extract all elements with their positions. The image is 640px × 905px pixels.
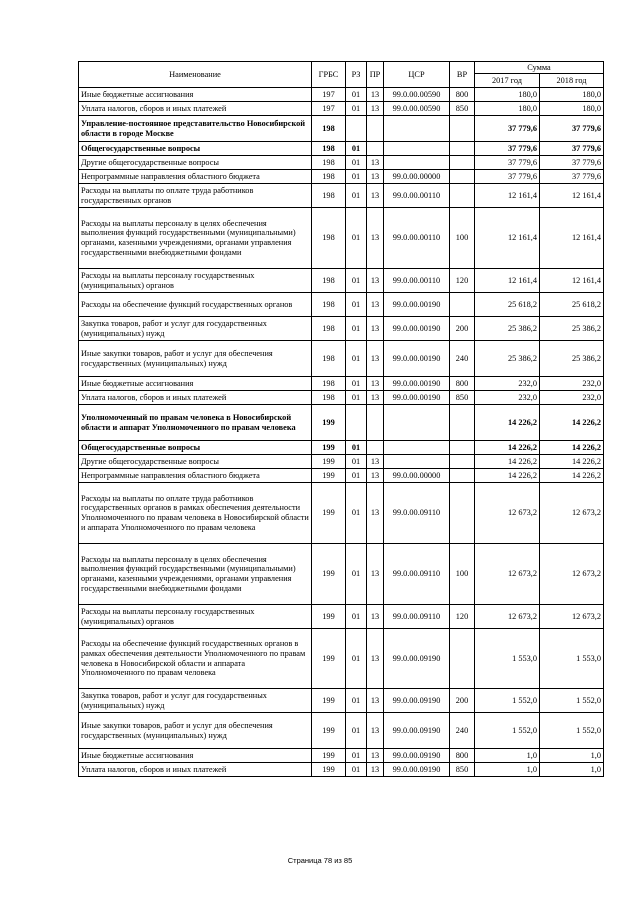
- cell-grbs: 198: [312, 293, 346, 317]
- cell-vr: [450, 116, 475, 142]
- table-row: [79, 293, 604, 317]
- cell-pr: 13: [367, 605, 384, 629]
- cell-vr: 200: [450, 317, 475, 341]
- cell-name: Иные бюджетные ассигнования: [79, 88, 312, 102]
- header-csr: ЦСР: [384, 62, 450, 88]
- header-vr: ВР: [450, 62, 475, 88]
- cell-name: Иные бюджетные ассигнования: [79, 377, 312, 391]
- cell-name: Расходы на выплаты персоналу государственных (муниципальных) органов: [79, 269, 312, 293]
- cell-2018: 1,0: [540, 763, 604, 777]
- cell-vr: 240: [450, 341, 475, 377]
- cell-grbs: 199: [312, 749, 346, 763]
- cell-vr: [450, 184, 475, 208]
- cell-2018: 1 553,0: [540, 629, 604, 689]
- cell-2018: 12 673,2: [540, 605, 604, 629]
- table-row: [79, 208, 604, 269]
- cell-name: Расходы на обеспечение функций государственных органов: [79, 293, 312, 317]
- cell-rz: 01: [346, 469, 367, 483]
- cell-name: Закупка товаров, работ и услуг для государственных (муниципальных) нужд: [79, 317, 312, 341]
- cell-rz: 01: [346, 269, 367, 293]
- table-row: [79, 170, 604, 184]
- cell-2017: 1 553,0: [475, 629, 540, 689]
- cell-name: Иные закупки товаров, работ и услуг для обеспечения государственных (муниципальных) нужд: [79, 341, 312, 377]
- cell-2017: 25 386,2: [475, 317, 540, 341]
- cell-csr: 99.0.00.09110: [384, 605, 450, 629]
- cell-vr: 850: [450, 391, 475, 405]
- cell-2018: 232,0: [540, 377, 604, 391]
- cell-2017: 14 226,2: [475, 455, 540, 469]
- cell-csr: 99.0.00.00110: [384, 184, 450, 208]
- cell-2018: 14 226,2: [540, 405, 604, 441]
- cell-vr: 120: [450, 269, 475, 293]
- cell-pr: 13: [367, 763, 384, 777]
- cell-2018: 14 226,2: [540, 455, 604, 469]
- header-rz: РЗ: [346, 62, 367, 88]
- cell-csr: 99.0.00.09190: [384, 689, 450, 713]
- cell-rz: 01: [346, 483, 367, 544]
- cell-grbs: 198: [312, 208, 346, 269]
- cell-grbs: 198: [312, 377, 346, 391]
- cell-rz: [346, 405, 367, 441]
- cell-vr: 800: [450, 749, 475, 763]
- cell-grbs: 199: [312, 763, 346, 777]
- cell-2017: 180,0: [475, 102, 540, 116]
- table-row: [79, 763, 604, 777]
- cell-pr: 13: [367, 629, 384, 689]
- cell-2018: 180,0: [540, 88, 604, 102]
- cell-csr: [384, 455, 450, 469]
- cell-vr: 100: [450, 208, 475, 269]
- cell-pr: 13: [367, 293, 384, 317]
- cell-2017: 232,0: [475, 377, 540, 391]
- cell-name: Непрограммные направления областного бюджета: [79, 469, 312, 483]
- cell-csr: 99.0.00.00110: [384, 269, 450, 293]
- cell-csr: [384, 405, 450, 441]
- cell-csr: 99.0.00.00590: [384, 102, 450, 116]
- cell-2017: 1,0: [475, 763, 540, 777]
- cell-vr: [450, 293, 475, 317]
- cell-csr: [384, 156, 450, 170]
- cell-grbs: 198: [312, 391, 346, 405]
- table-row: [79, 713, 604, 749]
- table-row: [79, 184, 604, 208]
- cell-pr: 13: [367, 455, 384, 469]
- cell-name: Расходы на выплаты по оплате труда работников государственных органов: [79, 184, 312, 208]
- cell-csr: 99.0.00.09190: [384, 749, 450, 763]
- cell-csr: 99.0.00.00000: [384, 170, 450, 184]
- cell-vr: [450, 156, 475, 170]
- cell-grbs: 197: [312, 88, 346, 102]
- cell-grbs: 199: [312, 689, 346, 713]
- cell-csr: 99.0.00.00190: [384, 293, 450, 317]
- cell-grbs: 199: [312, 483, 346, 544]
- cell-pr: 13: [367, 483, 384, 544]
- cell-vr: [450, 469, 475, 483]
- cell-pr: [367, 441, 384, 455]
- cell-name: Расходы на выплаты по оплате труда работников государственных органов в рамках обеспечения деятельности Уполномоченного по правам человека в Новосибирской области и аппарата Уполномоченного по правам человека: [79, 483, 312, 544]
- cell-vr: 240: [450, 713, 475, 749]
- cell-2017: 12 161,4: [475, 208, 540, 269]
- table-row: [79, 441, 604, 455]
- cell-2018: 1,0: [540, 749, 604, 763]
- cell-csr: 99.0.00.00190: [384, 377, 450, 391]
- cell-pr: [367, 142, 384, 156]
- cell-2018: 37 779,6: [540, 156, 604, 170]
- cell-name: Управление-постоянное представительство Новосибирской области в городе Москве: [79, 116, 312, 142]
- cell-pr: 13: [367, 689, 384, 713]
- cell-name: Расходы на выплаты персоналу в целях обеспечения выполнения функций государственными (муниципальными) органами, казенными учреждениями, органами управления государственными внебюджетными фондами: [79, 208, 312, 269]
- header-name: Наименование: [79, 62, 312, 88]
- cell-2018: 37 779,6: [540, 170, 604, 184]
- table-row: [79, 88, 604, 102]
- cell-vr: 850: [450, 763, 475, 777]
- cell-grbs: 198: [312, 341, 346, 377]
- cell-2017: 1 552,0: [475, 689, 540, 713]
- cell-grbs: 198: [312, 184, 346, 208]
- cell-grbs: 199: [312, 544, 346, 605]
- cell-vr: [450, 405, 475, 441]
- cell-2018: 37 779,6: [540, 116, 604, 142]
- cell-2017: 14 226,2: [475, 469, 540, 483]
- table-row: [79, 469, 604, 483]
- cell-vr: 200: [450, 689, 475, 713]
- cell-rz: 01: [346, 629, 367, 689]
- cell-rz: 01: [346, 293, 367, 317]
- cell-grbs: 198: [312, 116, 346, 142]
- cell-name: Уплата налогов, сборов и иных платежей: [79, 763, 312, 777]
- table-row: [79, 142, 604, 156]
- cell-pr: 13: [367, 469, 384, 483]
- budget-table: [78, 61, 604, 777]
- cell-rz: 01: [346, 156, 367, 170]
- cell-2018: 232,0: [540, 391, 604, 405]
- cell-rz: 01: [346, 441, 367, 455]
- cell-2018: 12 161,4: [540, 208, 604, 269]
- cell-grbs: 199: [312, 629, 346, 689]
- cell-rz: 01: [346, 184, 367, 208]
- cell-2018: 37 779,6: [540, 142, 604, 156]
- cell-name: Уполномоченный по правам человека в Новосибирской области и аппарат Уполномоченного по правам человека: [79, 405, 312, 441]
- cell-vr: [450, 441, 475, 455]
- cell-name: Расходы на выплаты персоналу в целях обеспечения выполнения функций государственными (муниципальными) органами, казенными учреждениями, органами управления государственными внебюджетными фондами: [79, 544, 312, 605]
- cell-pr: 13: [367, 341, 384, 377]
- header-pr: ПР: [367, 62, 384, 88]
- cell-rz: 01: [346, 763, 367, 777]
- table-row: [79, 544, 604, 605]
- cell-csr: [384, 441, 450, 455]
- cell-csr: 99.0.00.09110: [384, 483, 450, 544]
- cell-name: Общегосударственные вопросы: [79, 142, 312, 156]
- cell-rz: 01: [346, 713, 367, 749]
- cell-grbs: 198: [312, 170, 346, 184]
- cell-name: Расходы на выплаты персоналу государственных (муниципальных) органов: [79, 605, 312, 629]
- cell-2018: 12 673,2: [540, 544, 604, 605]
- table-row: [79, 483, 604, 544]
- table-row: [79, 689, 604, 713]
- cell-vr: [450, 483, 475, 544]
- cell-pr: 13: [367, 749, 384, 763]
- cell-vr: [450, 170, 475, 184]
- cell-grbs: 199: [312, 441, 346, 455]
- cell-rz: 01: [346, 749, 367, 763]
- cell-rz: 01: [346, 377, 367, 391]
- cell-name: Закупка товаров, работ и услуг для государственных (муниципальных) нужд: [79, 689, 312, 713]
- table-row: [79, 317, 604, 341]
- cell-pr: 13: [367, 170, 384, 184]
- cell-2018: 14 226,2: [540, 469, 604, 483]
- cell-name: Уплата налогов, сборов и иных платежей: [79, 102, 312, 116]
- cell-pr: 13: [367, 208, 384, 269]
- cell-2018: 25 618,2: [540, 293, 604, 317]
- cell-name: Общегосударственные вопросы: [79, 441, 312, 455]
- cell-grbs: 198: [312, 317, 346, 341]
- cell-rz: 01: [346, 689, 367, 713]
- cell-2018: 25 386,2: [540, 341, 604, 377]
- cell-2018: 25 386,2: [540, 317, 604, 341]
- cell-csr: 99.0.00.09190: [384, 763, 450, 777]
- table-row: [79, 269, 604, 293]
- cell-pr: [367, 405, 384, 441]
- cell-2017: 14 226,2: [475, 441, 540, 455]
- cell-pr: 13: [367, 713, 384, 749]
- cell-csr: [384, 116, 450, 142]
- cell-rz: 01: [346, 391, 367, 405]
- cell-csr: 99.0.00.00590: [384, 88, 450, 102]
- cell-pr: 13: [367, 88, 384, 102]
- cell-2018: 12 161,4: [540, 269, 604, 293]
- cell-csr: 99.0.00.09190: [384, 629, 450, 689]
- cell-vr: 800: [450, 88, 475, 102]
- cell-2017: 12 161,4: [475, 184, 540, 208]
- cell-csr: 99.0.00.09110: [384, 544, 450, 605]
- table-row: [79, 455, 604, 469]
- cell-2018: 1 552,0: [540, 713, 604, 749]
- cell-name: Иные закупки товаров, работ и услуг для обеспечения государственных (муниципальных) нужд: [79, 713, 312, 749]
- cell-csr: 99.0.00.09190: [384, 713, 450, 749]
- cell-2018: 1 552,0: [540, 689, 604, 713]
- cell-csr: [384, 142, 450, 156]
- header-grbs: ГРБС: [312, 62, 346, 88]
- cell-rz: 01: [346, 317, 367, 341]
- cell-csr: 99.0.00.00000: [384, 469, 450, 483]
- cell-2017: 12 673,2: [475, 605, 540, 629]
- cell-rz: 01: [346, 341, 367, 377]
- cell-grbs: 199: [312, 713, 346, 749]
- cell-grbs: 199: [312, 455, 346, 469]
- cell-2017: 37 779,6: [475, 170, 540, 184]
- cell-pr: [367, 116, 384, 142]
- cell-2017: 232,0: [475, 391, 540, 405]
- cell-csr: 99.0.00.00190: [384, 317, 450, 341]
- cell-2017: 25 386,2: [475, 341, 540, 377]
- cell-name: Иные бюджетные ассигнования: [79, 749, 312, 763]
- cell-rz: 01: [346, 544, 367, 605]
- cell-rz: 01: [346, 170, 367, 184]
- cell-2017: 12 161,4: [475, 269, 540, 293]
- cell-name: Другие общегосударственные вопросы: [79, 156, 312, 170]
- cell-2017: 14 226,2: [475, 405, 540, 441]
- cell-2017: 1 552,0: [475, 713, 540, 749]
- cell-2017: 1,0: [475, 749, 540, 763]
- cell-grbs: 197: [312, 102, 346, 116]
- cell-2018: 180,0: [540, 102, 604, 116]
- cell-grbs: 198: [312, 269, 346, 293]
- table-row: [79, 377, 604, 391]
- page-footer: Страница 78 из 85: [287, 856, 353, 865]
- cell-pr: 13: [367, 317, 384, 341]
- cell-vr: [450, 142, 475, 156]
- table-row: [79, 116, 604, 142]
- cell-grbs: 198: [312, 156, 346, 170]
- cell-pr: 13: [367, 391, 384, 405]
- cell-grbs: 199: [312, 605, 346, 629]
- cell-grbs: 199: [312, 469, 346, 483]
- cell-rz: 01: [346, 455, 367, 469]
- table-row: [79, 605, 604, 629]
- cell-vr: 800: [450, 377, 475, 391]
- cell-csr: 99.0.00.00190: [384, 391, 450, 405]
- cell-2018: 12 161,4: [540, 184, 604, 208]
- cell-pr: 13: [367, 156, 384, 170]
- cell-pr: 13: [367, 377, 384, 391]
- cell-name: Непрограммные направления областного бюджета: [79, 170, 312, 184]
- cell-2017: 37 779,6: [475, 156, 540, 170]
- table-row: [79, 391, 604, 405]
- cell-name: Уплата налогов, сборов и иных платежей: [79, 391, 312, 405]
- header-year-2018: 2018 год: [540, 74, 604, 88]
- table-row: [79, 341, 604, 377]
- cell-2017: 25 618,2: [475, 293, 540, 317]
- cell-csr: 99.0.00.00110: [384, 208, 450, 269]
- header-sum: Сумма: [475, 62, 604, 74]
- cell-rz: [346, 116, 367, 142]
- cell-rz: 01: [346, 88, 367, 102]
- cell-2017: 180,0: [475, 88, 540, 102]
- cell-pr: 13: [367, 269, 384, 293]
- cell-grbs: 198: [312, 142, 346, 156]
- cell-vr: 850: [450, 102, 475, 116]
- cell-pr: 13: [367, 184, 384, 208]
- table-row: [79, 156, 604, 170]
- cell-vr: 120: [450, 605, 475, 629]
- cell-pr: 13: [367, 544, 384, 605]
- cell-2017: 12 673,2: [475, 483, 540, 544]
- cell-name: Другие общегосударственные вопросы: [79, 455, 312, 469]
- cell-2017: 37 779,6: [475, 142, 540, 156]
- cell-pr: 13: [367, 102, 384, 116]
- table-row: [79, 629, 604, 689]
- cell-vr: [450, 629, 475, 689]
- cell-rz: 01: [346, 208, 367, 269]
- cell-name: Расходы на обеспечение функций государственных органов в рамках обеспечения деятельности Уполномоченного по правам человека в Новосибирской области и аппарата Уполномоченного по правам человека: [79, 629, 312, 689]
- table-header: [79, 62, 604, 88]
- cell-vr: [450, 455, 475, 469]
- cell-csr: 99.0.00.00190: [384, 341, 450, 377]
- cell-rz: 01: [346, 605, 367, 629]
- cell-rz: 01: [346, 142, 367, 156]
- table-body: [79, 88, 604, 777]
- cell-grbs: 199: [312, 405, 346, 441]
- header-year-2017: 2017 год: [475, 74, 540, 88]
- cell-2017: 37 779,6: [475, 116, 540, 142]
- cell-vr: 100: [450, 544, 475, 605]
- cell-2018: 14 226,2: [540, 441, 604, 455]
- cell-2018: 12 673,2: [540, 483, 604, 544]
- cell-2017: 12 673,2: [475, 544, 540, 605]
- table-row: [79, 102, 604, 116]
- cell-rz: 01: [346, 102, 367, 116]
- table-row: [79, 749, 604, 763]
- table-row: [79, 405, 604, 441]
